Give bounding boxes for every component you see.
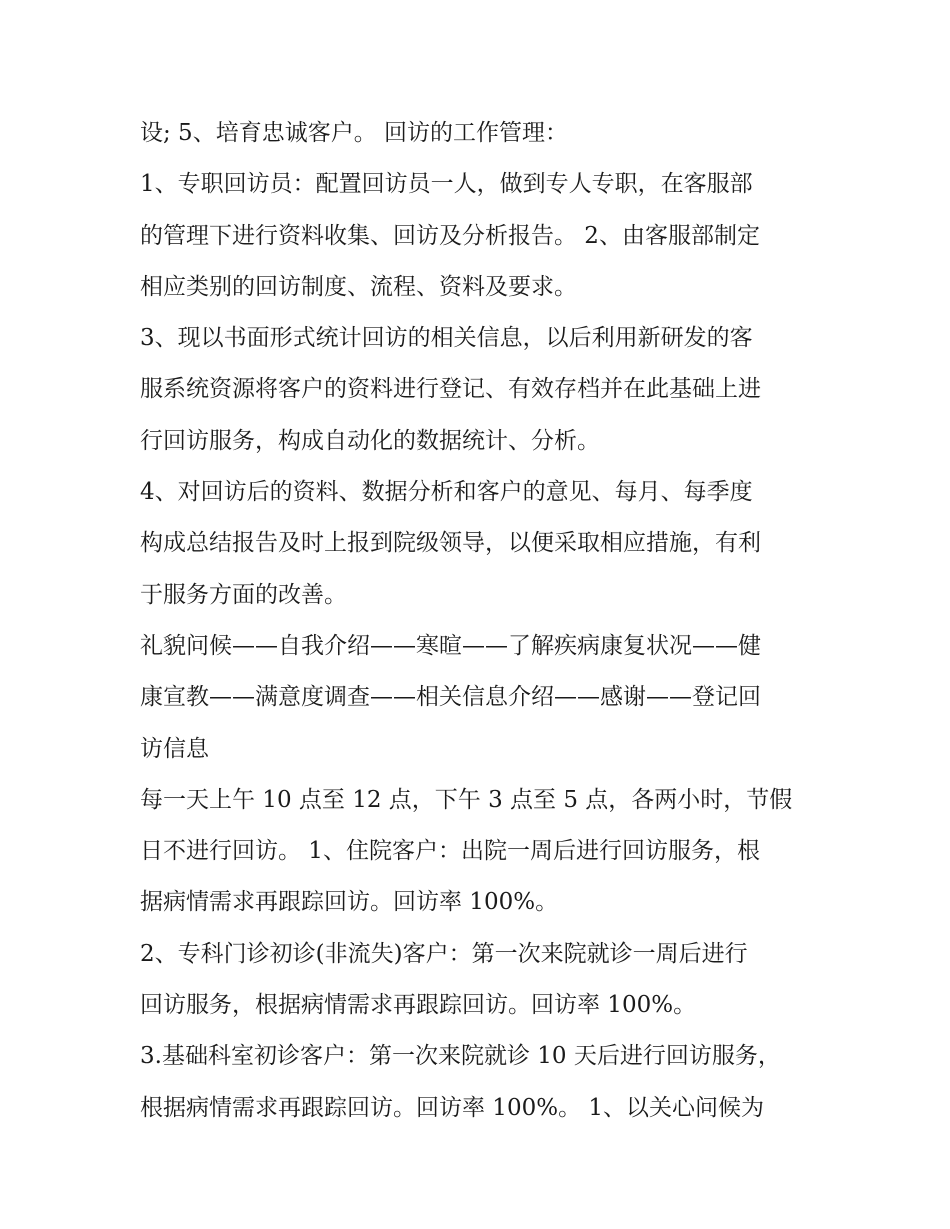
text-line-5: 3、现以书面形式统计回访的相关信息，以后利用新研发的客: [140, 325, 753, 352]
text-line-16: 据病情需求再跟踪回访。回访率 100%。: [140, 889, 559, 916]
text-line-8: 4、对回访后的资料、数据分析和客户的意见、每月、每季度: [140, 479, 753, 506]
text-line-20: 根据病情需求再跟踪回访。回访率 100%。 1、以关心问候为: [140, 1094, 765, 1121]
text-line-11: 礼貌问候——自我介绍——寒暄——了解疾病康复状况——健: [140, 632, 761, 659]
document-body: [140, 108, 820, 1134]
text-line-17: 2、专科门诊初诊(非流失)客户：第一次来院就诊一周后进行: [140, 940, 748, 967]
text-line-9: 构成总结报告及时上报到院级领导，以便采取相应措施，有利: [140, 530, 761, 557]
text-line-10: 于服务方面的改善。: [140, 581, 347, 608]
text-line-3: 的管理下进行资料收集、回访及分析报告。 2、由客服部制定: [140, 222, 760, 249]
text-line-2: 1、专职回访员：配置回访员一人，做到专人专职，在客服部: [140, 171, 753, 198]
text-line-1: 设; 5、培育忠诚客户。 回访的工作管理：: [140, 120, 569, 146]
text-line-14: 每一天上午 10 点至 12 点，下午 3 点至 5 点，各两小时，节假: [140, 786, 793, 813]
text-line-4: 相应类别的回访制度、流程、资料及要求。: [140, 273, 577, 300]
text-line-15: 日不进行回访。 1、住院客户：出院一周后进行回访服务，根: [140, 838, 760, 865]
text-line-12: 康宣教——满意度调查——相关信息介绍——感谢——登记回: [140, 684, 761, 711]
text-line-6: 服系统资源将客户的资料进行登记、有效存档并在此基础上进: [140, 376, 761, 403]
text-line-13: 访信息: [140, 735, 209, 762]
text-line-19: 3.基础科室初诊客户：第一次来院就诊 10 天后进行回访服务，: [140, 1043, 781, 1070]
text-line-7: 行回访服务，构成自动化的数据统计、分析。: [140, 427, 600, 454]
text-line-18: 回访服务，根据病情需求再跟踪回访。回访率 100%。: [140, 992, 697, 1019]
